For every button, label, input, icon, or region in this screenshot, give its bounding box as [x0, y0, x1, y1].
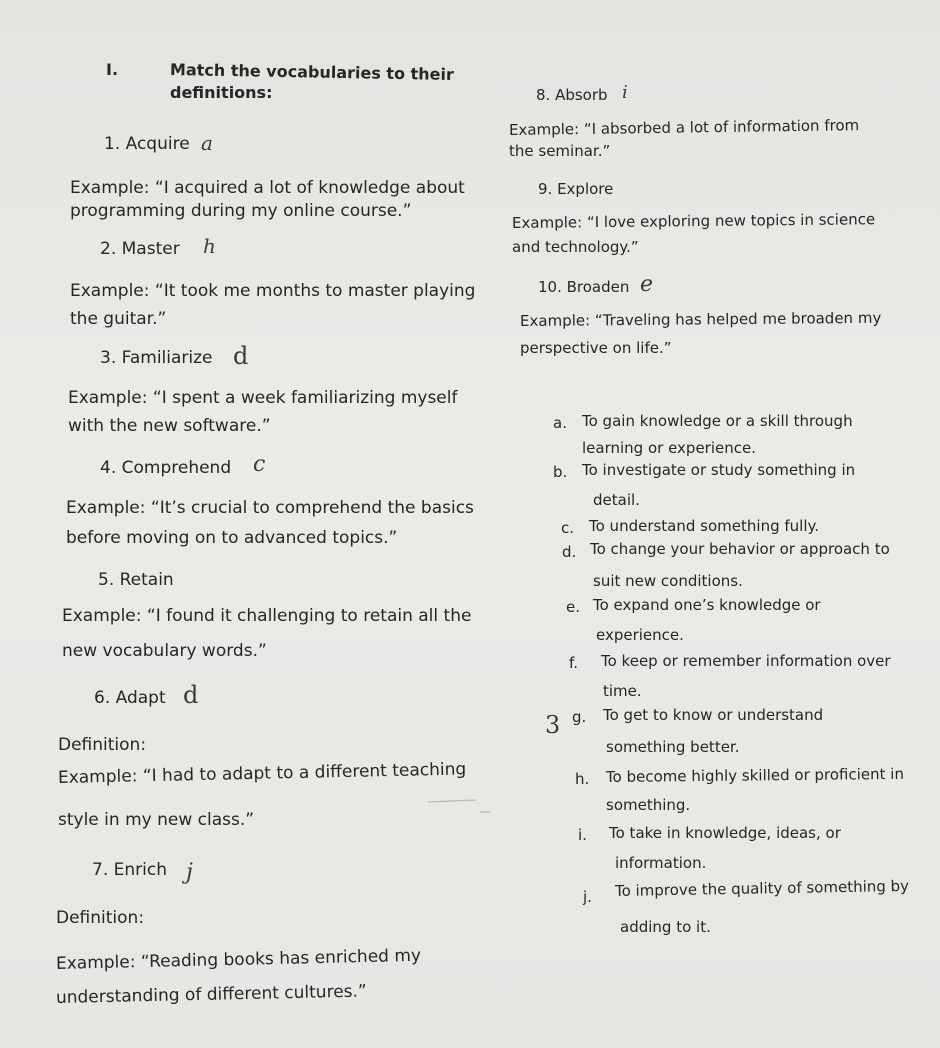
item-1-label: 1. Acquire — [104, 134, 190, 154]
definition-letter: h. — [575, 770, 590, 788]
item-3-answer: d — [233, 342, 249, 370]
item-2-label: 2. Master — [100, 239, 180, 259]
item-9-example-2: and technology.” — [512, 238, 639, 256]
definition-letter: g. — [572, 708, 587, 726]
definition-letter: j. — [583, 888, 592, 906]
definition-line: something. — [606, 796, 691, 814]
instructions-line2: definitions: — [170, 83, 273, 102]
definition-line: detail. — [593, 491, 640, 509]
definition-line: adding to it. — [620, 918, 711, 936]
item-10-example-1: Example: “Traveling has helped me broaden my — [519, 308, 882, 330]
definition-line: To investigate or study something in — [582, 461, 856, 479]
item-2-example-2: the guitar.” — [70, 309, 167, 329]
item-1-example-1: Example: “I acquired a lot of knowledge about — [70, 178, 465, 198]
item-5-example-1: Example: “I found it challenging to retain all the — [62, 606, 472, 626]
item-7-example-2: understanding of different cultures.” — [55, 981, 367, 1008]
item-3-example-1: Example: “I spent a week familiarizing myself — [68, 388, 458, 408]
item-8-label: 8. Absorb — [536, 86, 608, 104]
item-7-example-1: Example: “Reading books has enriched my — [55, 945, 422, 974]
definition-line: experience. — [596, 626, 684, 644]
item-7-label: 7. Enrich — [92, 860, 167, 880]
section-number: I. — [106, 60, 119, 79]
definition-letter: a. — [553, 414, 567, 432]
item-10-answer: e — [640, 272, 654, 297]
item-4-example-1: Example: “It’s crucial to comprehend the basics — [66, 498, 474, 518]
pencil-stroke-decoration — [420, 792, 500, 816]
item-6-definition: Definition: — [58, 735, 147, 755]
definition-line: To understand something fully. — [589, 517, 819, 535]
definition-letter: b. — [553, 463, 568, 481]
item-g-answer-mark: 3 — [545, 711, 561, 739]
item-7-definition: Definition: — [56, 908, 145, 928]
item-8-example-2: the seminar.” — [509, 142, 611, 160]
item-5-label: 5. Retain — [98, 570, 174, 590]
definition-line: To improve the quality of something by — [614, 876, 910, 900]
item-4-answer: c — [253, 452, 266, 477]
item-6-example-2: style in my new class.” — [58, 810, 255, 830]
item-2-answer: h — [203, 234, 216, 258]
item-3-label: 3. Familiarize — [100, 348, 213, 368]
item-8-answer: i — [622, 82, 628, 103]
definition-line: To get to know or understand — [603, 706, 824, 724]
item-5-example-2: new vocabulary words.” — [62, 641, 267, 661]
definition-line: To gain knowledge or a skill through — [582, 412, 853, 430]
instructions-line1: Match the vocabularies to their — [169, 60, 455, 84]
definition-line: To become highly skilled or proficient in — [605, 764, 905, 786]
item-6-answer: d — [183, 681, 199, 709]
item-6-example-1: Example: “I had to adapt to a different teaching — [57, 759, 467, 788]
definition-line: To change your behavior or approach to — [590, 540, 890, 558]
definition-line: information. — [615, 854, 707, 872]
item-7-answer: j — [186, 860, 193, 885]
definition-letter: f. — [569, 654, 578, 672]
definition-line: time. — [603, 682, 642, 700]
definition-line: To expand one’s knowledge or — [593, 596, 821, 614]
item-9-label: 9. Explore — [538, 180, 614, 198]
item-4-label: 4. Comprehend — [100, 458, 232, 478]
definition-line: learning or experience. — [582, 439, 756, 457]
definition-letter: e. — [566, 598, 580, 616]
item-1-example-2: programming during my online course.” — [70, 201, 412, 221]
item-10-example-2: perspective on life.” — [520, 339, 672, 357]
item-9-example-1: Example: “I love exploring new topics in science — [511, 210, 876, 232]
item-2-example-1: Example: “It took me months to master playing — [70, 281, 476, 301]
definition-letter: c. — [561, 519, 575, 537]
definition-line: suit new conditions. — [593, 572, 743, 590]
item-6-label: 6. Adapt — [94, 688, 166, 708]
item-8-example-1: Example: “I absorbed a lot of information from — [508, 116, 860, 139]
definition-line: something better. — [606, 738, 740, 756]
definition-line: To keep or remember information over — [601, 652, 891, 670]
item-3-example-2: with the new software.” — [68, 416, 271, 436]
item-4-example-2: before moving on to advanced topics.” — [66, 528, 398, 548]
definition-letter: d. — [562, 543, 577, 561]
definition-letter: i. — [578, 826, 587, 844]
item-1-answer: a — [201, 131, 213, 155]
item-10-label: 10. Broaden — [538, 278, 630, 296]
definition-line: To take in knowledge, ideas, or — [609, 824, 841, 842]
